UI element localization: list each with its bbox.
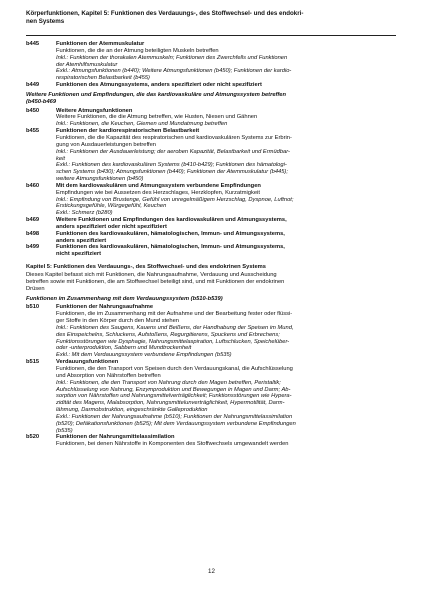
- header-rule: [26, 35, 396, 36]
- entry-list-additional-functions: [26, 108, 398, 259]
- entry-inclusion-exclusion-line: schen Systems (b430); Atmungsfunktionen (b440); Funktionen der Atemmuskulatur (b445);: [56, 169, 288, 176]
- entry-list-respiratory-muscles: [26, 41, 398, 89]
- entry-title: Funktionen der Atemmuskulatur: [56, 41, 145, 47]
- entry-description-line: gung von Ausdauerleistungen betreffen: [56, 141, 156, 148]
- running-header: [26, 10, 396, 25]
- entry-body: [56, 359, 398, 434]
- entry-inclusion-exclusion-line: Inkl.: Funktionen der Ausdauerleistung; der aeroben Kapazität, Belastbarkeit und Ermüdbar-: [56, 148, 290, 155]
- entry-body: [56, 82, 398, 89]
- chapter-intro-line: betreffen sowie mit Funktionen, die am Stoffwechsel beteiligt sind, und mit Funktionen der endokrinen: [26, 278, 285, 285]
- entry-code: b515: [26, 359, 40, 366]
- entry-title: Weitere Atmungsfunktionen: [56, 107, 133, 114]
- page-content: [26, 41, 398, 448]
- entry-description-line: Funktionen, die den Transport von Speisen durch den Verdauungskanal, die Aufschlüsselung: [56, 365, 293, 372]
- section-heading-line-1: Weitere Funktionen und Empfindungen, die das kardiovaskuläre und Atmungssystem betreffen: [26, 91, 286, 98]
- entry-title: Funktionen des kardiovaskulären, hämatologischen, Immun- und Atmungssystems,: [56, 244, 285, 251]
- entry-inclusion-exclusion-line: Exkl.: Schmerz (b280): [56, 210, 113, 217]
- entry-body: [56, 304, 398, 359]
- entry-body: [56, 244, 398, 258]
- entry-body: [56, 434, 398, 448]
- entry-b499: [26, 244, 398, 258]
- page-number: 12: [208, 568, 215, 575]
- entry-list-digestive-functions: [26, 304, 398, 448]
- entry-description-line: und Absorption von Nährstoffen betreffen: [56, 372, 161, 379]
- entry-body: [56, 108, 398, 129]
- entry-title: Funktionen der Nahrungsmittelassimilation: [56, 434, 175, 441]
- entry-inclusion-exclusion-line: lähmung, Darmobstruktion, eingeschränkte Galleproduktion: [56, 407, 208, 414]
- entry-inclusion-exclusion-line: sorption von Nährstoffen und Nahrungsmittelverträglichkeit; Funktionsstörungen wie Hypera-: [56, 393, 292, 400]
- entry-inclusion-exclusion-line: (b520); Defäkationsfunktionen (b525); Mit dem Verdauungssystem verbundene Empfindungen: [56, 420, 296, 427]
- entry-code: b445: [26, 41, 40, 47]
- chapter-intro: [26, 272, 398, 293]
- section-heading-line-2: (b450-b469: [26, 98, 57, 105]
- entry-inclusion-exclusion-line: Exkl.: Funktionen des kardiovaskulären Systems (b410-b429); Funktionen des hämatologi-: [56, 162, 287, 169]
- entry-b498: [26, 231, 398, 245]
- entry-inclusion-exclusion-line: Exkl.: Atmungsfunktionen (b440); Weitere Atmungsfunktionen (b450); Funktionen der kardio-: [56, 68, 292, 75]
- entry-body: [56, 231, 398, 245]
- entry-title: Funktionen der Nahrungsaufnahme: [56, 304, 154, 311]
- entry-body: [56, 128, 398, 183]
- entry-code: b450: [26, 107, 40, 114]
- entry-b515: [26, 359, 398, 434]
- entry-inclusion-exclusion-line: (b535): [56, 427, 73, 434]
- entry-title: Funktionen des Atmungssystems, anders spezifiziert oder nicht spezifiziert: [56, 82, 262, 89]
- entry-inclusion-exclusion-line: respiratorischen Belastbarkeit (b455): [56, 75, 150, 82]
- section-heading-digestive: [26, 296, 398, 303]
- entry-description-line: Funktionen, die die Kapazität des respiratorischen und kardiovaskulären Systems zur Erbrin-: [56, 134, 292, 141]
- entry-code: b520: [26, 434, 40, 441]
- entry-body: [56, 217, 398, 231]
- entry-description-line: ger Stoffe in den Körper durch den Mund stehen: [56, 318, 179, 325]
- entry-inclusion-exclusion-line: zidität des Magens, Malabsorption, Nahrungsmittelunverträglichkeit, Hypermotilität, Darm-: [56, 400, 285, 407]
- entry-code: b449: [26, 82, 40, 89]
- chapter-intro-line: Dieses Kapitel befasst sich mit Funktionen, die Nahrungsaufnahme, Verdauung und Ausscheidung: [26, 272, 277, 278]
- entry-title: Funktionen der kardiorespiratorischen Belastbarkeit: [56, 128, 200, 135]
- entry-description-line: Funktionen, bei denen Nährstoffe in Komponenten des Stoffwechsels umgewandelt werden: [56, 441, 289, 448]
- entry-description-line: Funktionen, die im Zusammenhang mit der Aufnahme und der Bearbeitung fester oder flüssi-: [56, 311, 293, 318]
- entry-b455: [26, 128, 398, 183]
- entry-code: b499: [26, 244, 40, 251]
- entry-code: b510: [26, 304, 40, 311]
- entry-title: Funktionen des kardiovaskulären, hämatologischen, Immun- und Atmungssystems,: [56, 230, 285, 237]
- section-heading-line-1: Funktionen im Zusammenhang mit dem Verdauungssystem (b510-b539): [26, 295, 223, 302]
- entry-b469: [26, 217, 398, 231]
- entry-b450: [26, 108, 398, 129]
- entry-description-line: Funktionen, die die an der Atmung beteiligten Muskeln betreffen: [56, 47, 219, 54]
- entry-inclusion-exclusion-line: Exkl.: Mit dem Verdauungssystem verbundene Empfindungen (b535): [56, 352, 232, 359]
- entry-body: [56, 41, 398, 82]
- entry-b445: [26, 41, 398, 82]
- entry-description-line: Weitere Funktionen, die die Atmung betreffen, wie Husten, Niesen und Gähnen: [56, 114, 258, 121]
- entry-description-line: Empfindungen wie bei Aussetzen des Herzschlages, Herzklopfen, Kurzatmigkeit: [56, 189, 260, 196]
- entry-inclusion-exclusion-line: Erstickungsgefühle, Würgegefühl, Keuchen: [56, 203, 167, 210]
- header-line-2: nen Systems: [26, 17, 65, 25]
- entry-inclusion-exclusion-line: weitere Atmungsfunktionen (b450): [56, 176, 144, 183]
- entry-title: Verdauungsfunktionen: [56, 359, 119, 366]
- entry-inclusion-exclusion-line: der Atemhilfsmuskulatur: [56, 61, 118, 68]
- entry-body: [56, 183, 398, 217]
- entry-inclusion-exclusion-line: oder -unterproduktion, Sabbern und Mundtrockenheit: [56, 345, 192, 352]
- entry-title: Mit dem kardiovaskulären und Atmungssystem verbundene Empfindungen: [56, 182, 261, 189]
- entry-b520: [26, 434, 398, 448]
- entry-inclusion-exclusion-line: Inkl.: Empfindung von Brustenge, Gefühl von unregelmäßigem Herzschlag, Dyspnoe, Luftnot;: [56, 196, 294, 203]
- entry-inclusion-exclusion-line: Inkl.: Funktionen des Saugens, Kauens und Beißens, der Handhabung der Speisen im Mund,: [56, 324, 294, 331]
- entry-title-continued: anders spezifiziert: [56, 237, 107, 244]
- entry-title-continued: nicht spezifiziert: [56, 251, 102, 258]
- entry-code: b460: [26, 182, 40, 189]
- entry-inclusion-exclusion-line: Exkl.: Funktionen der Nahrungsaufnahme (b510); Funktionen der Nahrungsmittelassimilation: [56, 413, 293, 420]
- entry-code: b455: [26, 128, 40, 135]
- chapter-heading: [26, 264, 398, 271]
- entry-inclusion-exclusion-line: Funktionsstörungen wie Dysphagie, Nahrungsmittelaspiration, Luftschlucken, Speichelüber-: [56, 338, 290, 345]
- entry-inclusion-exclusion-line: Inkl.: Funktionen, die Keuchen, Giemen und Mundatmung betreffen: [56, 121, 228, 128]
- entry-code: b498: [26, 230, 40, 237]
- entry-inclusion-exclusion-line: Inkl.: Funktionen, die den Transport von Nahrung durch den Magen betreffen, Peristaltik;: [56, 379, 281, 386]
- chapter-intro-line: Drüsen: [26, 285, 45, 292]
- entry-inclusion-exclusion-line: Aufschlüsselung von Nahrung, Enzymproduktion und Bewegungen in Magen und Darm; Ab-: [56, 386, 291, 393]
- entry-title-continued: anders spezifiziert oder nicht spezifiziert: [56, 223, 167, 230]
- section-heading-cardio-respiratory: [26, 92, 398, 106]
- entry-code: b469: [26, 217, 40, 224]
- entry-title: Weitere Funktionen und Empfindungen des kardiovaskulären und Atmungssystems,: [56, 217, 287, 224]
- entry-inclusion-exclusion-line: Inkl.: Funktionen der thorakalen Atemmuskeln; Funktionen des Zwerchfells und Funktionen: [56, 54, 288, 61]
- entry-inclusion-exclusion-line: des Einspeichelns, Schluckens, Aufstoßens, Regurgitierens, Spuckens und Erbrechens;: [56, 331, 280, 338]
- entry-b449: [26, 82, 398, 89]
- entry-b460: [26, 183, 398, 217]
- entry-b510: [26, 304, 398, 359]
- header-line-1: Körperfunktionen, Kapitel 5: Funktionen des Verdauungs-, des Stoffwechsel- und des endokri-: [26, 10, 304, 17]
- chapter-title: Kapitel 5: Funktionen des Verdauungs-, des Stoffwechsel- und des endokrinen Systems: [26, 264, 266, 271]
- entry-inclusion-exclusion-line: keit: [56, 155, 65, 162]
